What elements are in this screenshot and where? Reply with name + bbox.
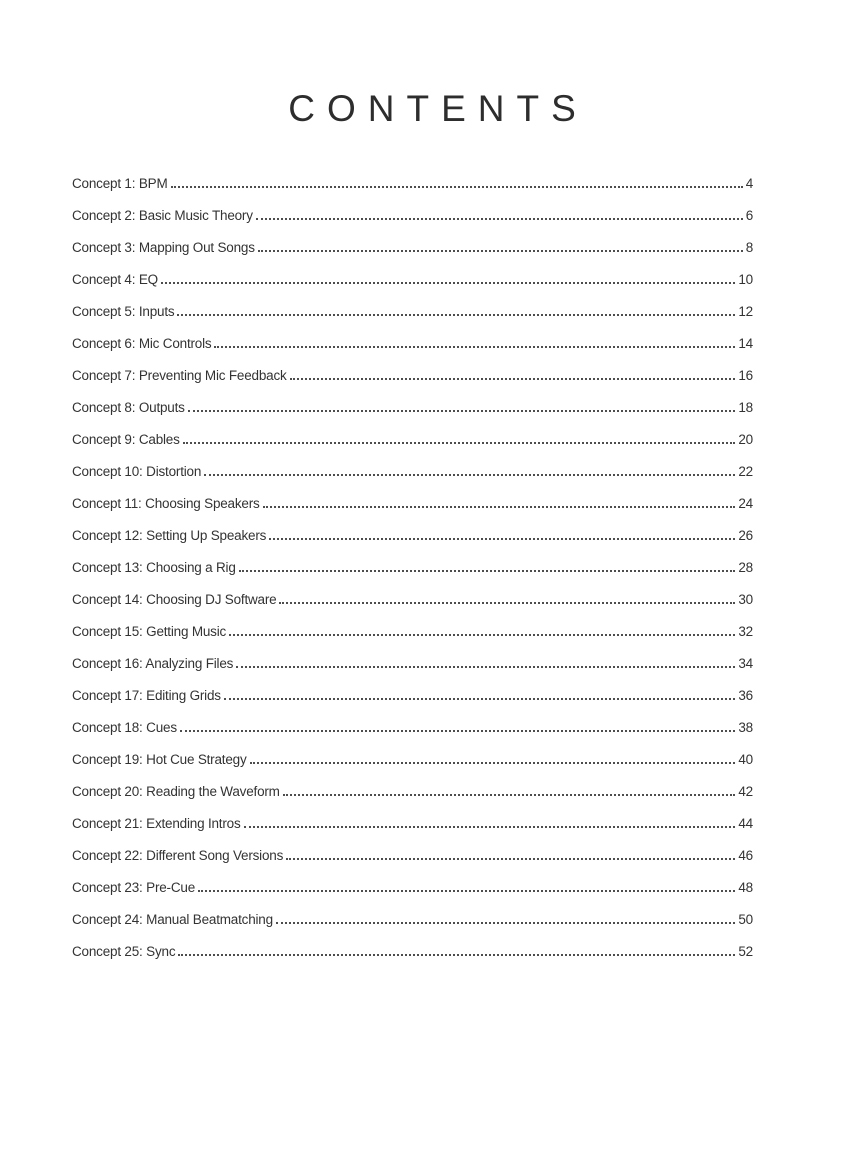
page-title: CONTENTS xyxy=(288,88,588,129)
toc-entry-label: Concept 9: Cables xyxy=(72,432,180,447)
toc-entry-label: Concept 25: Sync xyxy=(72,944,176,959)
toc-leader-dots xyxy=(204,474,735,476)
toc-entry-page: 36 xyxy=(738,688,753,703)
toc-entry-label: Concept 1: BPM xyxy=(72,176,168,191)
toc-entry xyxy=(72,672,753,704)
toc-leader-dots xyxy=(258,250,743,252)
toc-leader-dots xyxy=(229,634,735,636)
toc-entry-label: Concept 3: Mapping Out Songs xyxy=(72,240,255,255)
toc-entry-page: 40 xyxy=(738,752,753,767)
toc-entry xyxy=(72,576,753,608)
toc-entry xyxy=(72,480,753,512)
toc-entry xyxy=(72,640,753,672)
toc-entry xyxy=(72,864,753,896)
toc-entry-page: 10 xyxy=(738,272,753,287)
toc-entry-label: Concept 14: Choosing DJ Software xyxy=(72,592,277,607)
toc-entry-page: 30 xyxy=(738,592,753,607)
toc-leader-dots xyxy=(290,378,736,380)
toc-entry-label: Concept 2: Basic Music Theory xyxy=(72,208,253,223)
toc-entry xyxy=(72,416,753,448)
toc-leader-dots xyxy=(269,538,735,540)
toc-leader-dots xyxy=(276,922,735,924)
toc-entry-page: 50 xyxy=(738,912,753,927)
toc-entry-page: 38 xyxy=(738,720,753,735)
toc-leader-dots xyxy=(188,410,736,412)
toc-entry xyxy=(72,448,753,480)
toc-entry-page: 12 xyxy=(738,304,753,319)
toc-entry-page: 46 xyxy=(738,848,753,863)
toc-entry-label: Concept 23: Pre-Cue xyxy=(72,880,196,895)
toc-entry-page: 22 xyxy=(738,464,753,479)
toc-entry xyxy=(72,192,753,224)
toc-entry-label: Concept 5: Inputs xyxy=(72,304,175,319)
toc-entry-page: 34 xyxy=(738,656,753,671)
toc-entry-page: 48 xyxy=(738,880,753,895)
toc-entry-label: Concept 8: Outputs xyxy=(72,400,185,415)
toc-entry xyxy=(72,704,753,736)
toc-entry xyxy=(72,512,753,544)
toc-entry-page: 20 xyxy=(738,432,753,447)
toc-entry xyxy=(72,896,753,928)
toc-entry-page: 32 xyxy=(738,624,753,639)
toc-entry-page: 14 xyxy=(738,336,753,351)
toc-entry-label: Concept 21: Extending Intros xyxy=(72,816,241,831)
toc-entry-label: Concept 13: Choosing a Rig xyxy=(72,560,236,575)
toc-leader-dots xyxy=(279,602,735,604)
toc-entry-label: Concept 17: Editing Grids xyxy=(72,688,221,703)
toc-entry xyxy=(72,224,753,256)
toc-entry-label: Concept 22: Different Song Versions xyxy=(72,848,284,863)
toc-entry-label: Concept 7: Preventing Mic Feedback xyxy=(72,368,287,383)
toc-entry-label: Concept 19: Hot Cue Strategy xyxy=(72,752,247,767)
toc-entry xyxy=(72,800,753,832)
toc-entry-page: 24 xyxy=(738,496,753,511)
toc-entry-page: 16 xyxy=(738,368,753,383)
toc-entry xyxy=(72,928,753,960)
toc-entry xyxy=(72,736,753,768)
toc-entry-label: Concept 18: Cues xyxy=(72,720,177,735)
toc-entry-page: 8 xyxy=(745,240,753,255)
toc-leader-dots xyxy=(178,954,735,956)
toc-leader-dots xyxy=(239,570,736,572)
toc-entry-label: Concept 15: Getting Music xyxy=(72,624,227,639)
toc-leader-dots xyxy=(250,762,736,764)
toc-leader-dots xyxy=(161,282,735,284)
toc-entry-label: Concept 11: Choosing Speakers xyxy=(72,496,260,511)
toc-entry xyxy=(72,320,753,352)
toc-entry xyxy=(72,160,753,192)
toc-leader-dots xyxy=(171,186,743,188)
toc-leader-dots xyxy=(286,858,735,860)
toc-leader-dots xyxy=(236,666,735,668)
toc-entry-page: 28 xyxy=(738,560,753,575)
toc-entry xyxy=(72,768,753,800)
toc-leader-dots xyxy=(214,346,735,348)
toc-entry-page: 26 xyxy=(738,528,753,543)
toc-leader-dots xyxy=(283,794,736,796)
toc-list xyxy=(72,160,753,960)
toc-entry xyxy=(72,288,753,320)
toc-entry-page: 52 xyxy=(738,944,753,959)
toc-entry-page: 6 xyxy=(745,208,753,223)
toc-entry xyxy=(72,832,753,864)
toc-entry-label: Concept 4: EQ xyxy=(72,272,158,287)
toc-leader-dots xyxy=(198,890,735,892)
toc-entry xyxy=(72,608,753,640)
toc-leader-dots xyxy=(256,218,743,220)
toc-entry xyxy=(72,544,753,576)
toc-entry xyxy=(72,352,753,384)
toc-leader-dots xyxy=(183,442,736,444)
toc-leader-dots xyxy=(263,506,736,508)
toc-entry-label: Concept 12: Setting Up Speakers xyxy=(72,528,267,543)
toc-entry-label: Concept 10: Distortion xyxy=(72,464,202,479)
toc-entry-page: 44 xyxy=(738,816,753,831)
toc-entry xyxy=(72,384,753,416)
toc-entry-page: 4 xyxy=(745,176,753,191)
toc-entry xyxy=(72,256,753,288)
toc-entry-label: Concept 24: Manual Beatmatching xyxy=(72,912,273,927)
toc-entry-page: 18 xyxy=(738,400,753,415)
toc-leader-dots xyxy=(244,826,736,828)
toc-leader-dots xyxy=(180,730,736,732)
toc-leader-dots xyxy=(224,698,736,700)
toc-entry-label: Concept 20: Reading the Waveform xyxy=(72,784,280,799)
toc-entry-label: Concept 16: Analyzing Files xyxy=(72,656,234,671)
toc-entry-label: Concept 6: Mic Controls xyxy=(72,336,212,351)
toc-entry-page: 42 xyxy=(738,784,753,799)
toc-leader-dots xyxy=(177,314,735,316)
